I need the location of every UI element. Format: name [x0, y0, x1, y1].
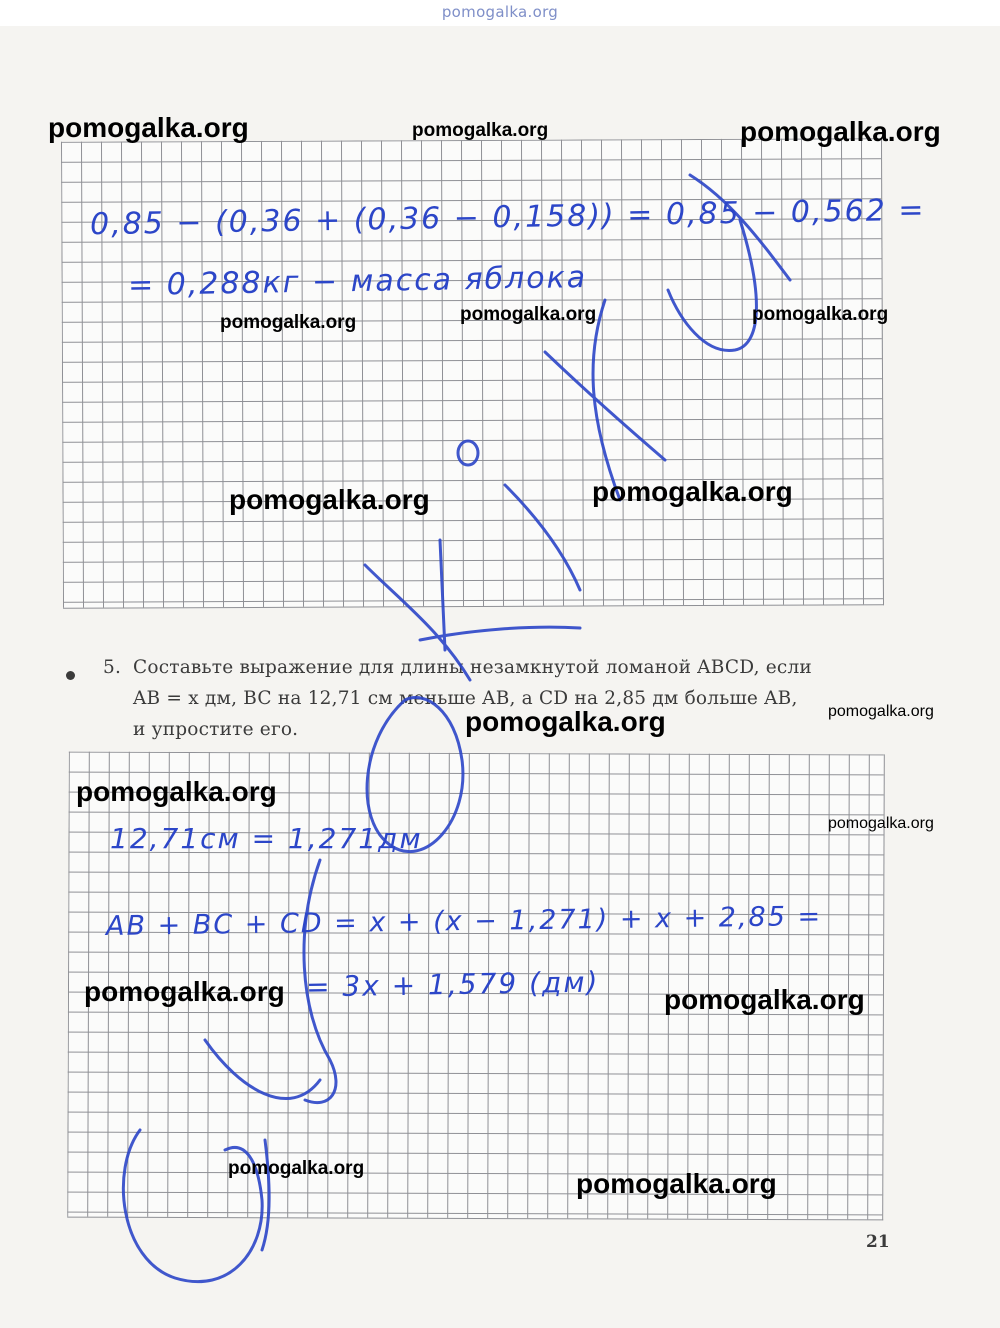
ink-stroke-diagonal-1	[545, 352, 665, 460]
watermark: pomogalka.org	[828, 703, 934, 720]
ink-stroke-diagonal-2	[505, 485, 580, 590]
task-line-1: Составьте выражение для длины незамкнутой ломаной ABCD, если	[133, 657, 812, 678]
watermark: pomogalka.org	[740, 116, 941, 147]
ink-stroke-cross-a	[365, 565, 470, 680]
watermark: pomogalka.org	[84, 976, 285, 1007]
handwritten-answer-4-line1: 0,85 − (0,36 + (0,36 − 0,158)) = 0,85 − 0,562 =	[89, 192, 926, 243]
handwritten-answer-5-line3: = 3x + 1,579 (дм)	[305, 965, 600, 1004]
watermark: pomogalka.org	[229, 484, 430, 515]
ink-stroke-loop-upper	[668, 220, 756, 350]
ink-stroke-big-loop	[367, 698, 463, 852]
watermark: pomogalka.org	[412, 120, 549, 141]
watermark: pomogalka.org	[465, 706, 666, 737]
watermark: pomogalka.org	[460, 304, 597, 325]
ink-stroke-bottom-tail	[262, 1140, 269, 1250]
watermark: pomogalka.org	[752, 304, 889, 325]
task-line-3: и упростите его.	[133, 719, 299, 740]
ink-stroke-bottom-loop	[123, 1130, 262, 1282]
watermark: pomogalka.org	[76, 776, 277, 807]
ink-stroke-long-curve	[304, 860, 336, 1103]
watermark: pomogalka.org	[228, 1158, 365, 1179]
task-line-2: AB = x дм, BC на 12,71 см меньше AB, а CD на 2,85 дм больше AB,	[133, 688, 798, 709]
watermark: pomogalka.org	[48, 112, 249, 143]
ink-stroke-vertical	[440, 540, 445, 650]
ink-stroke-check-upper	[690, 175, 790, 280]
watermark: pomogalka.org	[592, 476, 793, 507]
watermark: pomogalka.org	[664, 984, 865, 1015]
watermark: pomogalka.org	[220, 312, 357, 333]
ink-stroke-small-circle	[458, 441, 478, 465]
handwritten-answer-4-line2: = 0,288кг − масса яблока	[127, 259, 588, 304]
watermark: pomogalka.org	[828, 815, 934, 832]
ink-stroke-lower-hook	[205, 1040, 320, 1099]
task-number: 5.	[103, 657, 122, 678]
watermark: pomogalka.org	[576, 1168, 777, 1199]
handwritten-answer-5-line2: AB + BC + CD = x + (x − 1,271) + x + 2,85 =	[105, 901, 823, 942]
page-number: 21	[866, 1232, 890, 1252]
source-watermark: pomogalka.org	[441, 3, 559, 21]
handwritten-answer-5-line1: 12,71см = 1,271дм	[110, 822, 423, 855]
